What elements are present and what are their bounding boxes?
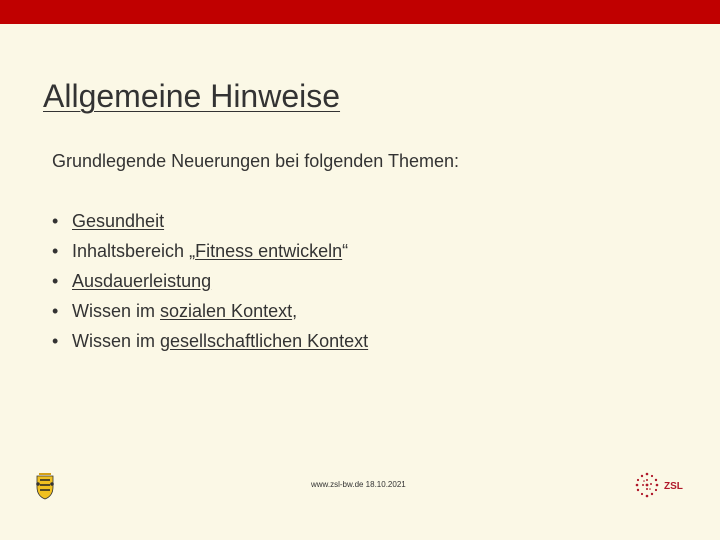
list-item: • Inhaltsbereich „Fitness entwickeln“: [52, 241, 349, 261]
top-accent-bar: [0, 0, 720, 24]
intro-text: Grundlegende Neuerungen bei folgenden Themen:: [52, 151, 459, 171]
bullet-icon: •: [52, 301, 59, 321]
coat-of-arms-icon: [34, 470, 56, 500]
topic-link[interactable]: Ausdauerleistung: [72, 271, 212, 291]
bullet-icon: •: [52, 271, 59, 291]
zsl-logo-text: ZSL: [664, 481, 683, 492]
topic-link[interactable]: Fitness entwickeln: [195, 241, 343, 261]
topic-list: [52, 209, 368, 359]
bullet-icon: •: [52, 241, 59, 261]
zsl-logo: [632, 470, 690, 500]
footer-url-date: www.zsl-bw.de 18.10.2021: [311, 480, 406, 489]
list-item: • Wissen im sozialen Kontext,: [52, 301, 298, 321]
topic-link[interactable]: sozialen Kontext: [160, 301, 293, 321]
list-item: • Wissen im gesellschaftlichen Kontext: [52, 331, 369, 351]
bullet-icon: •: [52, 331, 59, 351]
list-item: [52, 269, 368, 299]
slide-title: Allgemeine Hinweise: [43, 78, 341, 114]
bullet-icon: •: [52, 211, 59, 231]
topic-link[interactable]: gesellschaftlichen Kontext: [160, 331, 369, 351]
topic-link[interactable]: Gesundheit: [72, 211, 165, 231]
list-item: [52, 209, 368, 239]
